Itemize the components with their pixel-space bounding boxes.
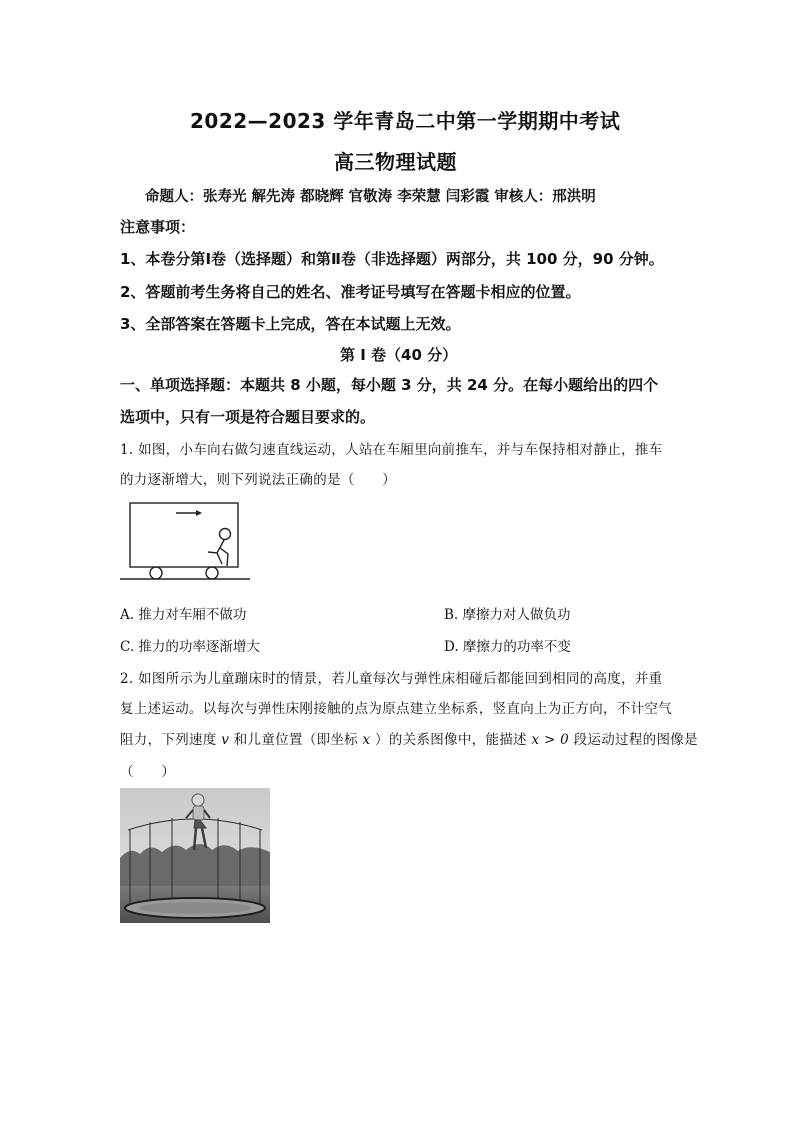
cart-push-figure bbox=[118, 500, 258, 584]
question-2-line4: （ ） bbox=[120, 764, 176, 780]
question-2-line1: 2. 如图所示为儿童蹦床时的情景，若儿童每次与弹性床相碰后都能回到相同的高度，并重 bbox=[120, 671, 663, 687]
note-item-3: 3、全部答案在答题卡上完成，答在本试题上无效。 bbox=[120, 315, 461, 333]
question-1-option-c: C. 推力的功率逐渐增大 bbox=[120, 639, 260, 655]
person-body bbox=[208, 540, 228, 566]
exam-title: 2022—2023 学年青岛二中第一学期期中考试 bbox=[190, 109, 621, 133]
cart-wheel-left bbox=[150, 567, 162, 579]
condition-expression: x > 0 bbox=[531, 732, 570, 748]
question-1-option-b: B. 摩擦力对人做负功 bbox=[444, 607, 571, 623]
notes-heading: 注意事项： bbox=[120, 218, 196, 236]
section-instruction-line1: 一、单项选择题：本题共 8 小题，每小题 3 分，共 24 分。在每小题给出的四个 bbox=[120, 376, 659, 394]
question-1-line1: 1. 如图，小车向右做匀速直线运动，人站在车厢里向前推车，并与车保持相对静止，推车 bbox=[120, 442, 663, 458]
question-1-option-a: A. 推力对车厢不做功 bbox=[120, 607, 247, 623]
q2-line3-part-b: 和儿童位置（即坐标 bbox=[233, 732, 358, 748]
note-item-2: 2、答题前考生务将自己的姓名、准考证号填写在答题卡相应的位置。 bbox=[120, 283, 581, 301]
velocity-symbol: v bbox=[221, 732, 230, 748]
q2-line3-part-c: ）的关系图像中，能描述 bbox=[375, 732, 527, 748]
section-instruction-line2: 选项中，只有一项是符合题目要求的。 bbox=[120, 408, 376, 426]
q2-line3-part-d: 段运动过程的图像是 bbox=[573, 732, 698, 748]
trampoline-photo bbox=[120, 788, 270, 923]
question-1-line2: 的力逐渐增大，则下列说法正确的是（ ） bbox=[120, 472, 396, 488]
q2-line3-part-a: 阻力，下列速度 bbox=[120, 732, 217, 748]
note-item-1: 1、本卷分第Ⅰ卷（选择题）和第Ⅱ卷（非选择题）两部分，共 100 分，90 分钟。 bbox=[120, 250, 664, 268]
person-head bbox=[220, 529, 231, 540]
question-1-option-d: D. 摩擦力的功率不变 bbox=[444, 639, 571, 655]
motion-arrow-head bbox=[196, 510, 202, 516]
cart-wheel-right bbox=[206, 567, 218, 579]
authors-line: 命题人：张寿光 解先涛 都晓辉 官敬涛 李荣慧 闫彩霞 审核人：邢洪明 bbox=[145, 189, 596, 205]
exam-subtitle: 高三物理试题 bbox=[334, 150, 457, 174]
section-title: 第 I 卷（40 分） bbox=[340, 346, 458, 364]
position-symbol: x bbox=[362, 732, 371, 748]
question-2-line3 bbox=[120, 728, 698, 748]
question-2-line2: 复上述运动。以每次与弹性床刚接触的点为原点建立坐标系，竖直向上为正方向，不计空气 bbox=[120, 701, 672, 717]
